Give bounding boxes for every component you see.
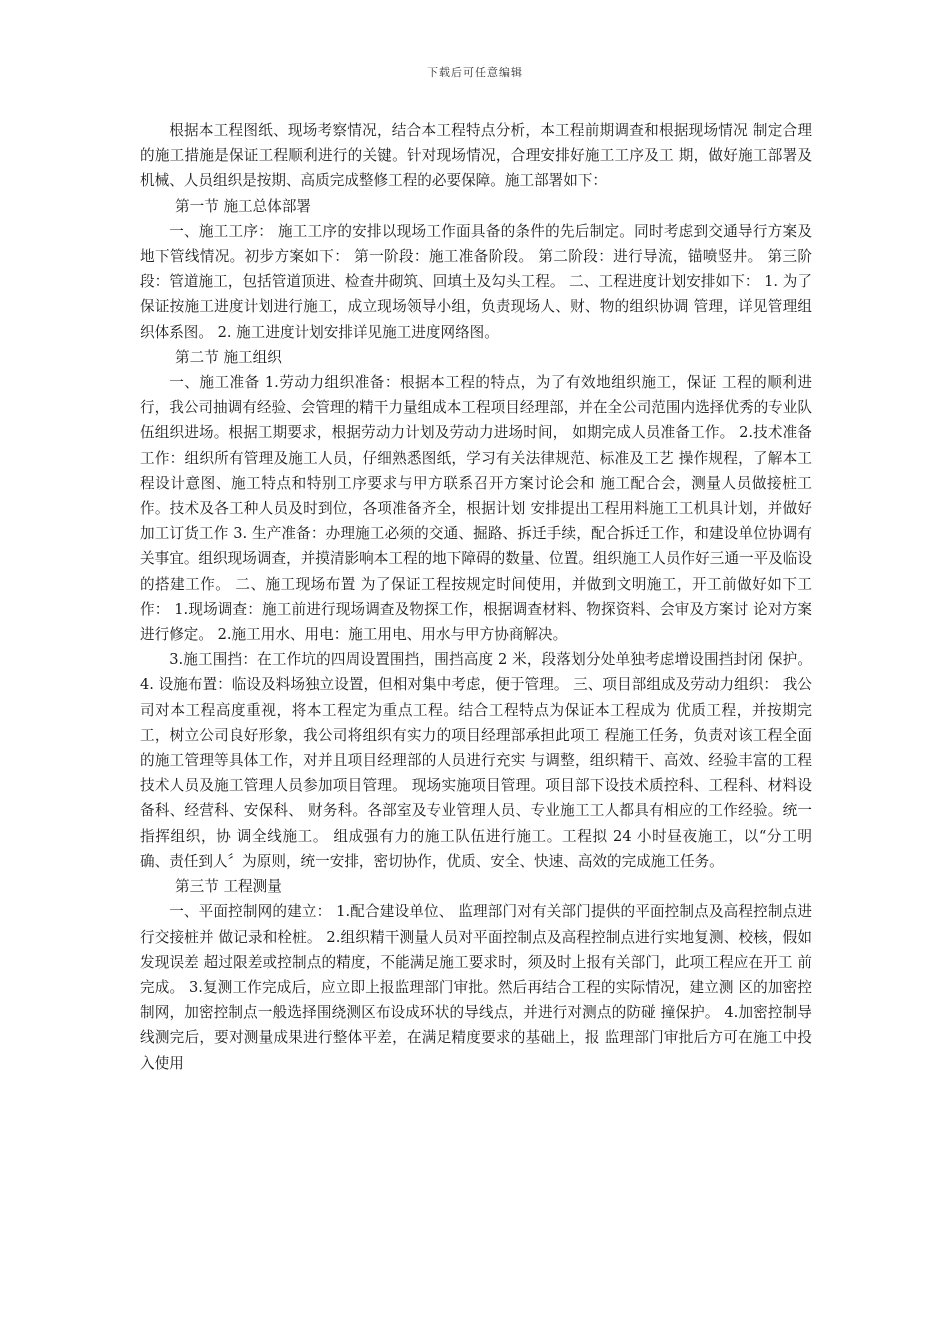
section-2-paragraph-2: 3.施工围挡：在工作坑的四周设置围挡，围挡高度 2 米，段落划分处单独考虑增设围挡封闭 保护。 4. 设施布置：临设及料场独立设置，但相对集中考虑，便于管理。 三、项目部组成及劳动力组织： 我公司对本工程高度重视，将本工程定为重点工程。结合工程特点为保证本工程成为 优质工程，并按期完工，树立公司良好形象，我公司将组织有实力的项目经理部承担此项工 程施工任务，负责对该工程全面的施工管理等具体工作，对并且项目经理部的人员进行充实 与调整，组织精干、高效、经验丰富的工程技术人员及施工管理人员参加项目管理。 现场实施项目管理。项目部下设技术质控科、工程科、材料设备科、经营科、安保科、 财务科。各部室及专业管理人员、专业施工工人都具有相应的工作经验。统一指挥组织，协 调全线施工。 组成强有力的施工队伍进行施工。工程拟 24 小时昼夜施工，以“分工明确、责任到人〞为原则，统一安排，密切协作，优质、安全、快速、高效的完成施工任务。 <box>140 651 812 870</box>
section-2-paragraph-1: 一、施工准备 1.劳动力组织准备：根据本工程的特点，为了有效地组织施工，保证 工程的顺利进行，我公司抽调有经验、会管理的精干力量组成本工程项目经理部，并在全公司范围内选择优秀的专业队伍组织进场。根据工期要求，根据劳动力计划及劳动力进场时间， 如期完成人员准备工作。 2.技术准备工作：组织所有管理及施工人员，仔细熟悉图纸，学习有关法律规范、标准及工艺 操作规程，了解本工程设计意图、施工特点和特别工序要求与甲方联系召开方案讨论会和 施工配合会，测量人员做接桩工作。技术及各工种人员及时到位，各项准备齐全，根据计划 安排提出工程用料施工工机具计划，并做好加工订货工作 3. 生产准备：办理施工必须的交通、掘路、拆迁手续，配合拆迁工作，和建设单位协调有关事宜。组织现场调查，并摸清影响本工程的地下障碍的数量、位置。组织施工人员作好三通一平及临设的搭建工作。 二、施工现场布置 为了保证工程按规定时间使用，并做到文明施工，开工前做好如下工作： 1.现场调查：施工前进行现场调查及物探工作，根据调查材料、物探资料、会审及方案讨 论对方案进行修定。 2.施工用水、用电：施工用电、用水与甲方协商解决。 <box>140 374 812 644</box>
page-header: 下载后可任意编辑 <box>427 66 523 79</box>
section-heading-2: 第二节 施工组织 <box>175 348 282 366</box>
section-heading-3: 第三节 工程测量 <box>175 878 282 896</box>
section-3-paragraph: 一、平面控制网的建立： 1.配合建设单位、 监理部门对有关部门提供的平面控制点及高程控制点进行交接桩并 做记录和栓桩。 2.组织精干测量人员对平面控制点及高程控制点进行实地复测、校核，假如发现误差 超过限差或控制点的精度，不能满足施工要求时，须及时上报有关部门，此项工程应在开工 前完成。 3.复测工作完成后，应立即上报监理部门审批。然后再结合工程的实际情况，建立测 区的加密控制网，加密控制点一般选择围绕测区布设成环状的导线点，并进行对测点的防碰 撞保护。 4.加密控制导线测完后，要对测量成果进行整体平差，在满足精度要求的基础上，报 监理部门审批后方可在施工中投入使用 <box>140 903 812 1072</box>
section-heading-1: 第一节 施工总体部署 <box>175 197 312 215</box>
section-1-paragraph: 一、施工工序： 施工工序的安排以现场工作面具备的条件的先后制定。同时考虑到交通导行方案及 地下管线情况。初步方案如下： 第一阶段：施工准备阶段。 第二阶段：进行导流，锚喷竖井。 第三阶段：管道施工，包括管道顶进、检查井砌筑、回填土及勾头工程。 二、工程进度计划安排如下： 1. 为了保证按施工进度计划进行施工，成立现场领导小组，负责现场人、财、物的组织协调 管理，详见管理组织体系图。 2. 施工进度计划安排详见施工进度网络图。 <box>140 222 812 341</box>
intro-paragraph: 根据本工程图纸、现场考察情况，结合本工程特点分析，本工程前期调查和根据现场情况 制定合理的施工措施是保证工程顺利进行的关键。针对现场情况，合理安排好施工工序及工 期，做好施工部署及机械、人员组织是按期、高质完成整修工程的必要保障。施工部署如下： <box>140 122 812 190</box>
document-body <box>140 118 812 1076</box>
